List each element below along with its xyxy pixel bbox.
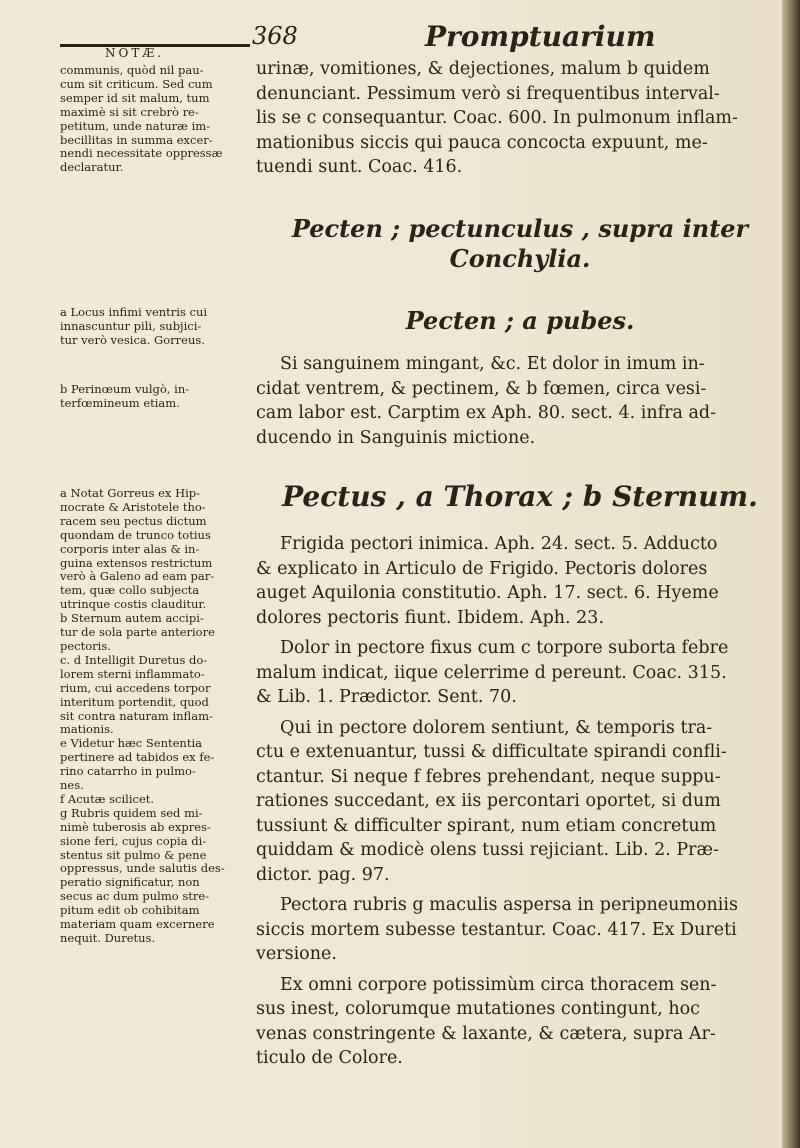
header-notae: NOTÆ. xyxy=(105,46,165,60)
margin-note-text: b Perinœum vulgò, in- terfœmineum etiam. xyxy=(60,382,190,410)
heading-pecten-pectunculus: Pecten ; pectunculus , supra inter Conchylia. xyxy=(291,214,749,273)
paragraph-pectus-5: Ex omni corpore potissimùm circa thoracem sen- sus inest, colorumque mutationes contingunt, hoc venas constringente & laxante, & cætera, supra Ar- ticulo de Colore. xyxy=(256,974,717,1068)
margin-notes-pectus xyxy=(60,487,256,946)
running-title: Promptuarium xyxy=(425,20,656,53)
section-pecten-text xyxy=(256,352,784,450)
section-pecten-1 xyxy=(256,214,784,274)
main-text-top xyxy=(256,57,784,180)
margin-note-text: a Notat Gorreus ex Hip- пocrate & Aristotele tho- racem seu pectus dictum quondam de trunco totius corporis inter alas & in- guina extensos restrictum verò à Galeno ad eam par- tem, quæ collo subjecta utrinque costis clauditur. b Sternum autem accipi- tur de sola parte anteriore pectoris. c. d Intelligit Duretus do- lorem sterni inflammato- rium, cui accedens torpor interitum portendit, quod sit contra naturam inflam- mationis. e Videtur hæc Sententia pertinere ad tabidos ex fe- rino catarrho in pulmo- nes. f Acutæ scilicet. g Rubris quidem sed mi- nimè tuberosis ab expres- sione feri, cujus copia di- stentus sit pulmo & pene oppressus, unde salutis des- peratio significatur, non secus ac dum pulmo stre- pitum edit ob cohibitam materiam quam excernere nequit. Duretus. xyxy=(60,486,225,945)
heading-pecten-pubes: Pecten ; a pubes. xyxy=(405,306,635,335)
paragraph-pecten: Si sanguinem mingant, &c. Et dolor in imum in- cidat ventrem, & pectinem, & b fœmen, circa vesi- cam labor est. Carptim ex Aph. 80. sect. 4. infra ad- ducendo in Sanguinis mictione. xyxy=(256,354,716,448)
page-number: 368 xyxy=(252,22,298,50)
margin-note-text: a Locus infimi ventris cui innascuntur pili, subjici- tur verò vesica. Gorreus. xyxy=(60,305,208,347)
paragraph-pectus-2: Dolor in pectore fixus cum c torpore suborta febre malum indicat, iique celerrime d pereunt. Coac. 315. & Lib. 1. Prædictor. Sent. 70. xyxy=(256,638,729,707)
paragraph-urinae: urinæ, vomitiones, & dejectiones, malum b quidem denunciant. Pessimum verò si frequentibus interval- lis se c consequantur. Coac. 600. In pulmonum inflam- mationibus siccis qui pauca concocta expuunt, me- tuendi sunt. Coac. 416. xyxy=(256,59,738,177)
paragraph-pectus-1: Frigida pectori inimica. Aph. 24. sect. 5. Adducto & explicato in Articulo de Frigido. Pectoris dolores auget Aquilonia constitutio. Aph. 17. sect. 6. Hyeme dolores pectoris fiunt. Ibidem. Aph. 23. xyxy=(256,534,719,628)
section-pectus xyxy=(256,482,784,512)
margin-note-a-locus xyxy=(60,306,256,348)
page-binding-shadow xyxy=(782,0,800,1148)
margin-note-continuation xyxy=(60,64,256,175)
margin-note-text: communis, quòd nil pau- cum sit criticum. Sed cum semper id sit malum, tum maximè si sit crebrò re- petitum, unde naturæ im- becillitas in summa excer- nendi necessitate oppressæ declaratur. xyxy=(60,63,223,175)
paragraph-pectus-3: Qui in pectore dolorem sentiunt, & temporis tra- ctu e extenuantur, tussi & difficultate spirandi confli- ctantur. Si neque f febres prehendant, neque suppu- rationes succedant, ex iis percontari oportet, si dum tussiunt & difficulter spirant, num etiam concretum quiddam & modicè olens tussi rejiciant. Lib. 2. Præ- dictor. pag. 97. xyxy=(256,717,727,885)
heading-pectus-thorax-sternum: Pectus , a Thorax ; b Sternum. xyxy=(282,480,758,513)
paragraph-pectus-4: Pectora rubris g maculis aspersa in peripneumoniis siccis mortem subesse testantur. Coac. 417. Ex Dureti versione. xyxy=(256,895,738,964)
section-pecten-2 xyxy=(256,306,784,336)
margin-note-b-perinoeum xyxy=(60,383,256,411)
section-pectus-text xyxy=(256,532,784,1071)
